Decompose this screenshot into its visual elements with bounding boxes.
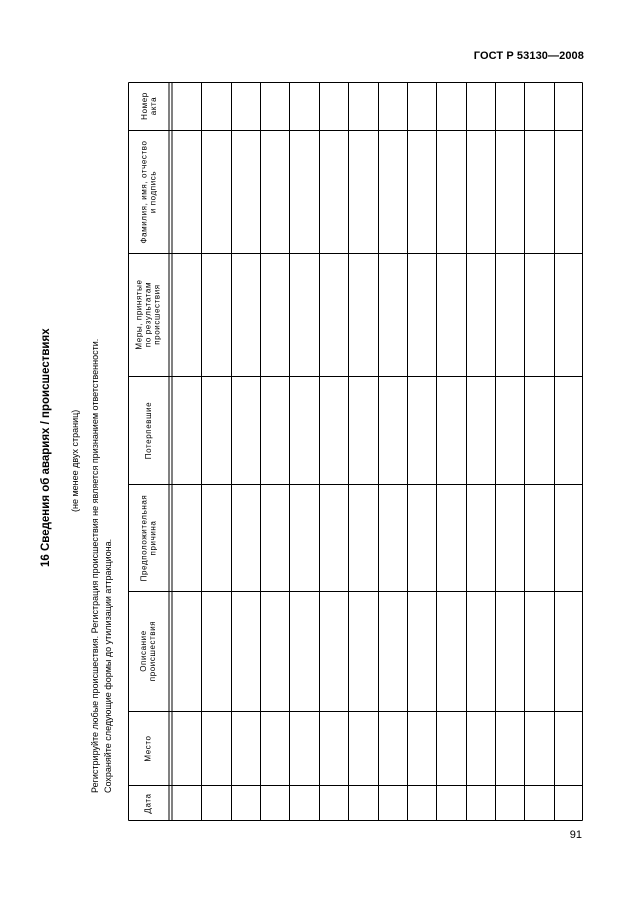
- incident-log-table: [128, 82, 583, 821]
- instruction-line-1: Регистрируйте любые происшествия. Регистрация происшествия не является признанием ответственности.: [90, 338, 100, 793]
- instruction-line-2: Сохраняйте следующие формы до утилизации аттракциона.: [103, 538, 113, 793]
- header-probable-cause: Предположительная причина: [139, 494, 158, 581]
- header-location: Место: [143, 734, 153, 762]
- section-subtitle: (не менее двух страниц): [70, 409, 80, 512]
- header-name-signature: Фамилия, имя, отчество и подпись: [139, 139, 158, 244]
- page-number: 91: [569, 829, 582, 841]
- header-victims: Потерпевшие: [144, 401, 153, 459]
- header-date: Дата: [144, 792, 153, 814]
- standard-code: ГОСТ Р 53130—2008: [473, 50, 584, 62]
- section-title: 16 Сведения об авариях / происшествиях: [40, 328, 52, 567]
- header-incident-description: Описание происшествия: [139, 620, 158, 682]
- header-measures-taken: Меры, принятые по результатам происшествия: [135, 279, 162, 350]
- header-act-number: Номер акта: [139, 92, 158, 120]
- table-grid: [128, 82, 583, 821]
